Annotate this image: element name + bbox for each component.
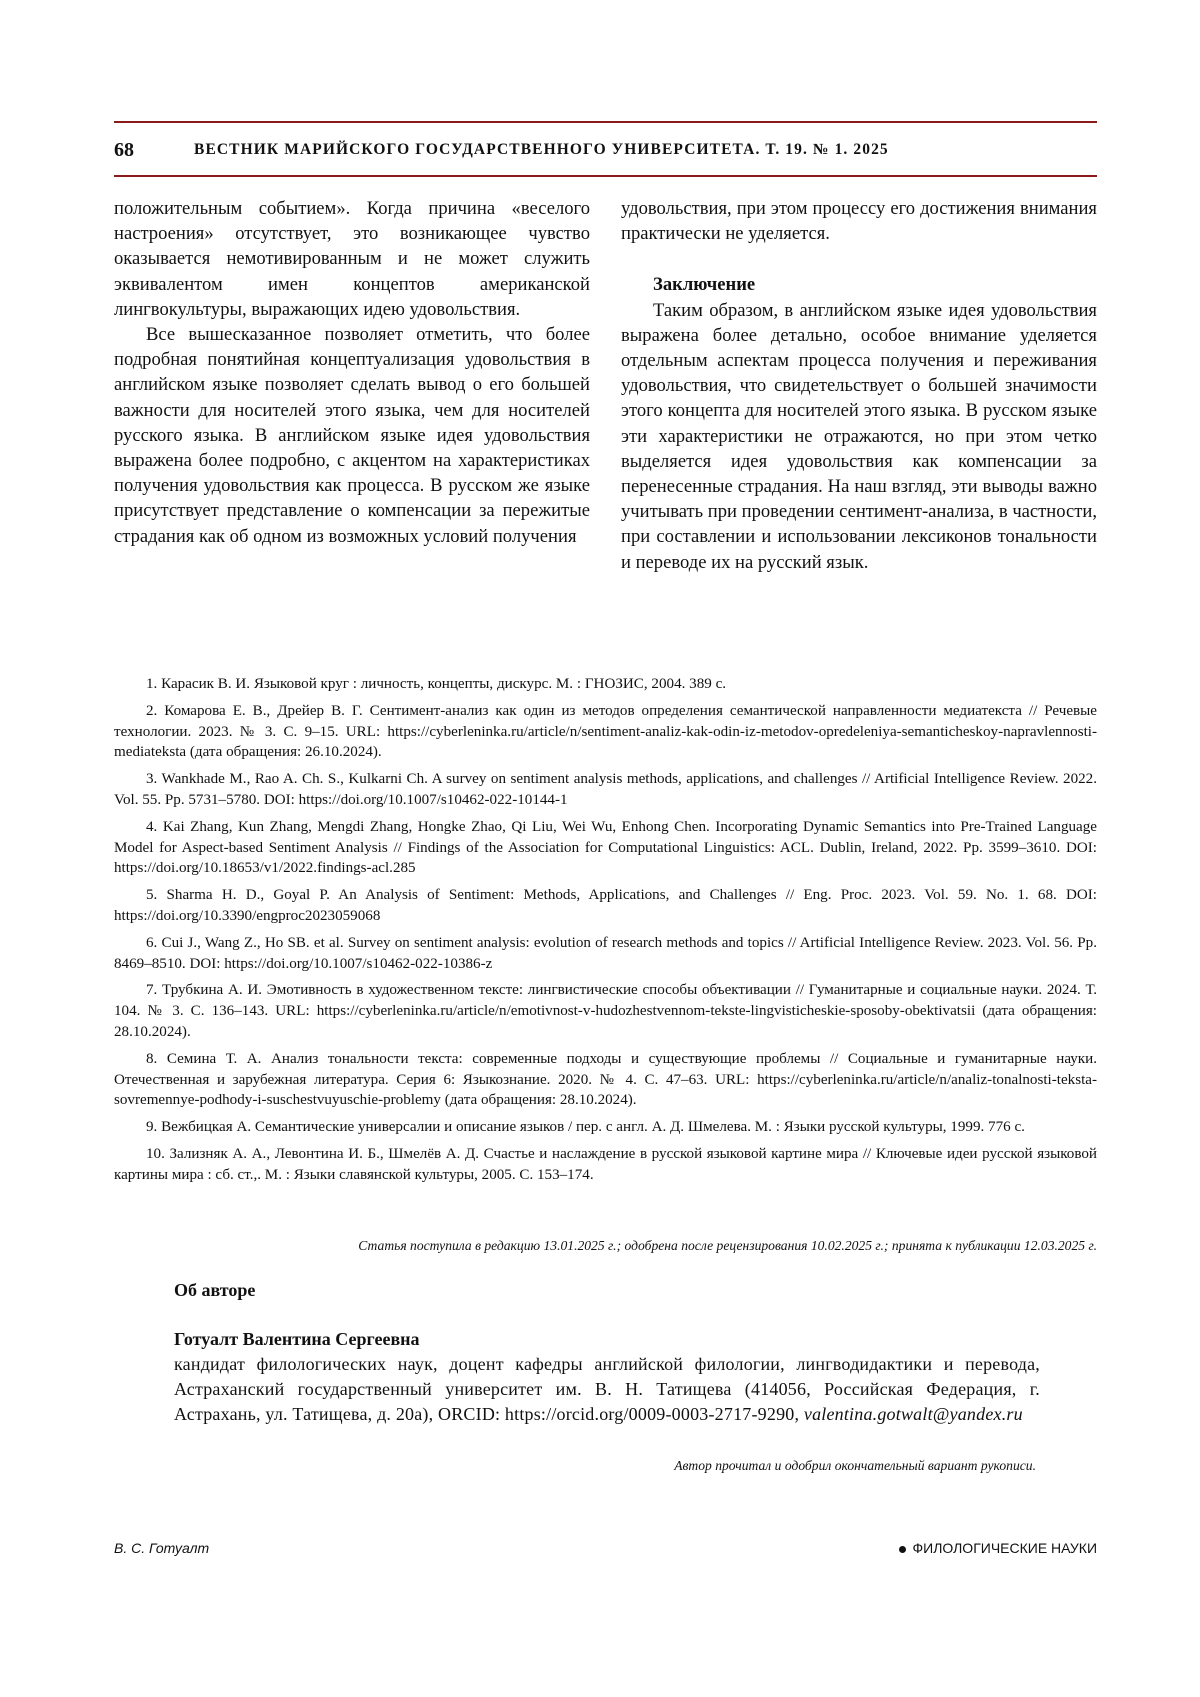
reference-item: 10. Зализняк А. А., Левонтина И. Б., Шмелёв А. Д. Счастье и наслаждение в русской языковой картине мира // Ключевые идеи русской языковой картины мира : сб. ст.,. М. : Языки славянской культуры, 2005. С. 153–174.: [114, 1145, 1097, 1183]
page-footer: [114, 1540, 1097, 1556]
left-column: [114, 196, 590, 549]
reference-list: [114, 674, 1097, 1192]
left-paragraph-2: Все вышесказанное позволяет отметить, что более подробная понятийная концептуализация удовольствия в английском языке позволяет сделать вывод о его большей важности для носителей этого языка, чем для носителей русского языка. В английском языке идея удовольствия выражена более подробно, с акцентом на характеристиках получения удовольствия как процесса. В русском же языке присутствует представление о компенсации за пережитые страдания как об одном из возможных условий получения: [114, 324, 590, 547]
left-paragraph-1: положительным событием». Когда причина «веселого настроения» отсутствует, это возникающее чувство оказывается немотивированным и не может служить эквивалентом имен концептов американской лингвокультуры, выражающих идею удовольствия.: [114, 198, 590, 320]
header-bottom-rule: [114, 175, 1097, 177]
author-section-heading: Об авторе: [174, 1280, 256, 1300]
received-note: Статья поступила в редакцию 13.01.2025 г.; одобрена после рецензирования 10.02.2025 г.; принята к публикации 12.03.2025 г.: [358, 1238, 1097, 1253]
journal-title: ВЕСТНИК МАРИЙСКОГО ГОСУДАРСТВЕННОГО УНИВЕРСИТЕТА. Т. 19. № 1. 2025: [194, 141, 889, 158]
reference-item: 7. Трубкина А. И. Эмотивность в художественном тексте: лингвистические способы объективации // Гуманитарные и социальные науки. 2024. Т. 104. № 3. С. 136–143. URL: https://cyberleninka.ru/article/n/emotivnost-v-hudozhestvennom-tekste-lingvisticheskie-sposoby-obektivatsii (дата обращения: 28.10.2024).: [114, 982, 1097, 1040]
reference-item: 2. Комарова Е. В., Дрейер В. Г. Сентимент-анализ как один из методов определения семантической направленности медиатекста // Речевые технологии. 2023. № 3. С. 9–15. URL: https://cyberleninka.ru/article/n/sentiment-analiz-kak-odin-iz-metodov-opredeleniya-semanticheskoy-napravlennosti-mediateksta (дата обращения: 26.10.2024).: [114, 702, 1097, 761]
page-number: 68: [114, 138, 134, 161]
reference-item: 1. Карасик В. И. Языковой круг : личность, концепты, дискурс. М. : ГНОЗИС, 2004. 389 с.: [146, 676, 727, 692]
conclusion-paragraph: Таким образом, в английском языке идея удовольствия выражена более детально, особое внимание уделяется отдельным аспектам процесса получения и переживания удовольствия, что свидетельствует о большей значимости этого концепта для носителей этого языка. В русском языке эти характеристики не отражаются, но при этом четко выделяется идея удовольствия как компенсации за перенесенные страдания. На наш взгляд, эти выводы важно учитывать при проведении сентимент-анализа, в частности, при составлении и использовании лексиконов тональности и переводе их на русский язык.: [621, 299, 1097, 573]
conclusion-heading: Заключение: [653, 274, 756, 296]
author-email: valentina.gotwalt@yandex.ru: [803, 1404, 1023, 1424]
bullet-icon: [899, 1546, 906, 1553]
author-info: [174, 1280, 1040, 1427]
footer-section: [899, 1540, 1097, 1556]
running-header: [114, 133, 1097, 167]
reference-item: 6. Cui J., Wang Z., Ho SB. et al. Survey on sentiment analysis: evolution of research methods and topics // Artificial Intelligence Review. 2023. Vol. 56. Pp. 8469–8510. DOI: https://doi.org/10.1007/s10462-022-10386-z: [114, 934, 1097, 972]
right-column: [621, 196, 1097, 575]
reference-item: 8. Семина Т. А. Анализ тональности текста: современные подходы и существующие проблемы // Социальные и гуманитарные науки. Отечественная и зарубежная литература. Серия 6: Языкознание. 2020. № 4. С. 47–63. URL: https://cyberleninka.ru/article/n/analiz-tonalnosti-teksta-sovremennye-podhody-i-suschestvuyuschie-problemy (дата обращения: 28.10.2024).: [114, 1050, 1097, 1109]
reference-item: 5. Sharma H. D., Goyal P. An Analysis of Sentiment: Methods, Applications, and Challenges // Eng. Proc. 2023. Vol. 59. No. 1. 68. DOI: https://doi.org/10.3390/engproc2023059068: [114, 887, 1097, 924]
footer-section-label: ФИЛОЛОГИЧЕСКИЕ НАУКИ: [912, 1540, 1097, 1556]
author-name: Готуалт Валентина Сергеевна: [174, 1329, 420, 1349]
reference-item: 9. Вежбицкая А. Семантические универсалии и описание языков / пер. с англ. А. Д. Шмелева. М. : Языки русской культуры, 1999. 776 с.: [146, 1119, 1025, 1136]
reference-item: 3. Wankhade M., Rao A. Ch. S., Kulkarni Ch. A survey on sentiment analysis methods, applications, and challenges // Artificial Intelligence Review. 2022. Vol. 55. Pp. 5731–5780. DOI: https://doi.org/10.1007/s10462-022-10144-1: [114, 771, 1097, 808]
footer-author: В. С. Готуалт: [114, 1540, 210, 1556]
author-bio-text: кандидат филологических наук, доцент кафедры английской филологии, лингводидактики и перевода, Астраханский государственный университет им. В. Н. Татищева (414056, Российская Федерация, г. Астрахань, ул. Татищева, д. 20а), ORCID: https://orcid.org/0009-0003-2717-9290,: [174, 1354, 1040, 1424]
right-paragraph-1: удовольствия, при этом процессу его достижения внимания практически не уделяется.: [621, 198, 1097, 245]
author-bio: [174, 1352, 1040, 1427]
header-top-rule: [114, 121, 1097, 123]
approved-note: Автор прочитал и одобрил окончательный вариант рукописи.: [674, 1458, 1036, 1473]
reference-item: 4. Kai Zhang, Kun Zhang, Mengdi Zhang, Hongke Zhao, Qi Liu, Wei Wu, Enhong Chen. Incorporating Dynamic Semantics into Pre-Trained Language Model for Aspect-based Sentiment Analysis // Findings of the Association for Computational Linguistics: ACL. Dublin, Ireland, 2022. Pp. 3599–3610. DOI: https://doi.org/10.18653/v1/2022.findings-acl.285: [114, 818, 1097, 877]
